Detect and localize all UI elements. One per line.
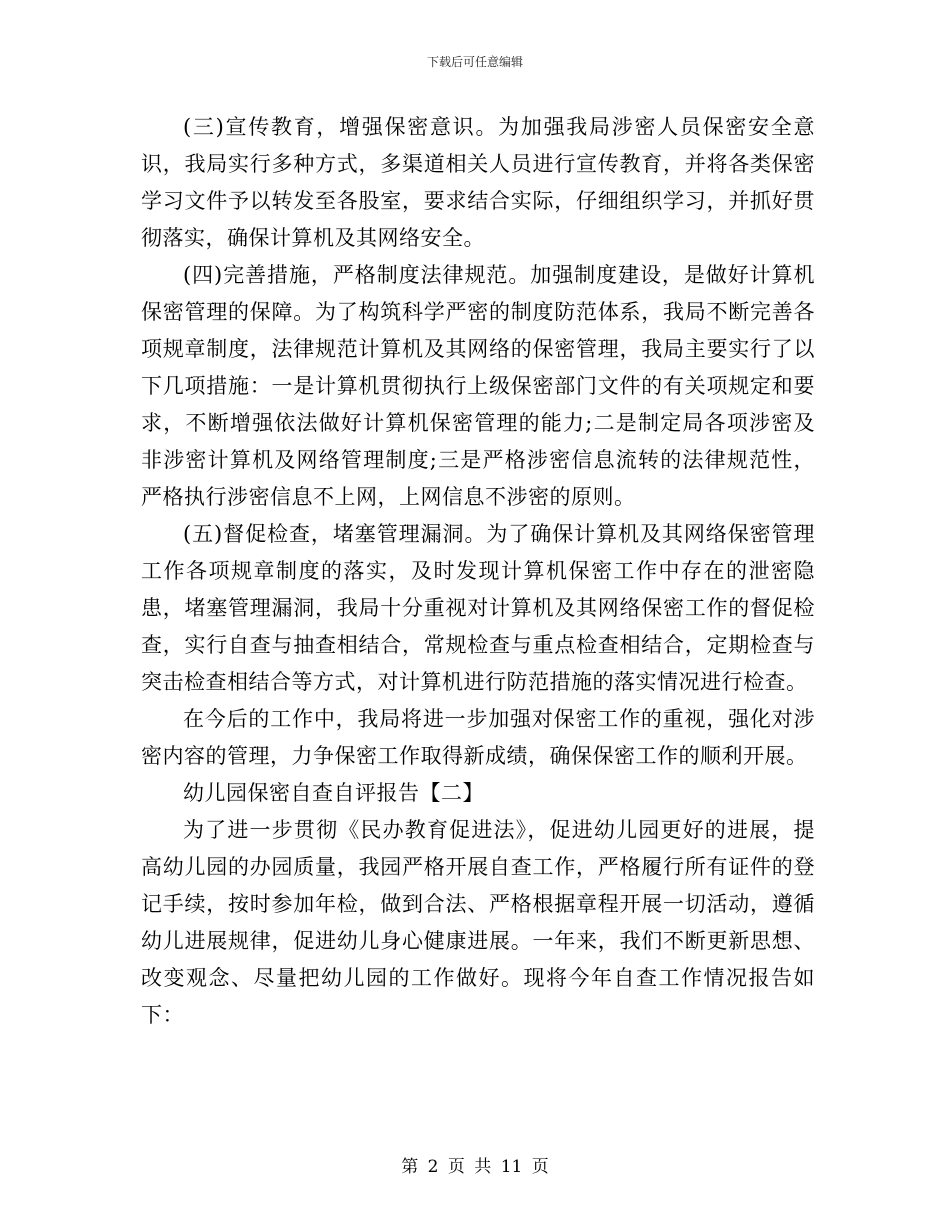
page-number: 第 2 页 共 11 页 bbox=[401, 1157, 549, 1177]
paragraph-supervise-inspect: (五)督促检查，堵塞管理漏洞。为了确保计算机及其网络保密管理工作各项规章制度的落实，及时发现计算机保密工作中存在的泄密隐患，堵塞管理漏洞，我局十分重视对计算机及其网络保密工作的督促检查，实行自查与抽查相结合，常规检查与重点检查相结合，定期检查与突击检查相结合等方式，对计算机进行防范措施的落实情况进行检查。 bbox=[141, 522, 815, 694]
page-header-note: 下载后可任意编辑 bbox=[426, 55, 523, 69]
paragraph-improve-measures: (四)完善措施，严格制度法律规范。加强制度建设，是做好计算机保密管理的保障。为了构筑科学严密的制度防范体系，我局不断完善各项规章制度，法律规范计算机及其网络的保密管理，我局主要实行了以下几项措施：一是计算机贯彻执行上级保密部门文件的有关项规定和要求，不断增强依法做好计算机保密管理的能力;二是制定局各项涉密及非涉密计算机及网络管理制度;三是严格涉密信息流转的法律规范性，严格执行涉密信息不上网，上网信息不涉密的原则。 bbox=[141, 263, 815, 509]
paragraph-propaganda-education: (三)宣传教育，增强保密意识。为加强我局涉密人员保密安全意识，我局实行多种方式，多渠道相关人员进行宣传教育，并将各类保密学习文件予以转发至各股室，要求结合实际，仔细组织学习，并抓好贯彻落实，确保计算机及其网络安全。 bbox=[141, 115, 815, 250]
paragraph-future-work: 在今后的工作中，我局将进一步加强对保密工作的重视，强化对涉密内容的管理，力争保密工作取得新成绩，确保保密工作的顺利开展。 bbox=[141, 707, 815, 768]
paragraph-kindergarten-intro: 为了进一步贯彻《民办教育促进法》，促进幼儿园更好的进展，提高幼儿园的办园质量，我园严格开展自查工作，严格履行所有证件的登记手续，按时参加年检，做到合法、严格根据章程开展一切活动，遵循幼儿进展规律，促进幼儿身心健康进展。一年来，我们不断更新思想、改变观念、尽量把幼儿园的工作做好。现将今年自查工作情况报告如下： bbox=[141, 818, 815, 1027]
section-heading-report-two: 幼儿园保密自查自评报告【二】 bbox=[183, 781, 484, 805]
document-body bbox=[141, 109, 815, 1034]
